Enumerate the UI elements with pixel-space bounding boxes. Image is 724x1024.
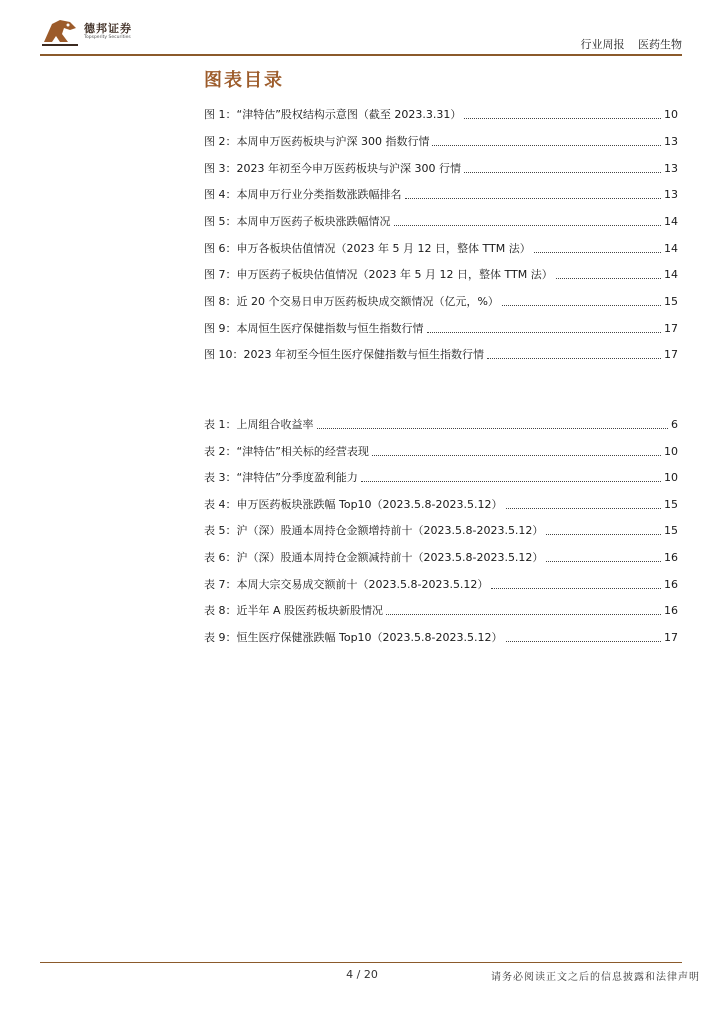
toc-entry[interactable] bbox=[204, 602, 678, 618]
toc-entry-page: 17 bbox=[664, 631, 678, 644]
toc-entry[interactable] bbox=[204, 469, 678, 485]
toc-entry-title: 图 3：2023 年初至今申万医药板块与沪深 300 行情 bbox=[204, 162, 461, 175]
toc-entry-title: 图 1：“津特估”股权结构示意图（截至 2023.3.31） bbox=[204, 108, 462, 121]
report-type: 行业周报 bbox=[580, 38, 625, 51]
toc-entry-page: 14 bbox=[664, 242, 678, 255]
toc-leader bbox=[464, 172, 661, 173]
toc-entry-title: 表 3：“津特估”分季度盈利能力 bbox=[204, 471, 358, 484]
logo-icon bbox=[40, 16, 80, 48]
toc-leader bbox=[546, 534, 661, 535]
toc-leader bbox=[546, 561, 661, 562]
toc-entry-page: 15 bbox=[664, 295, 678, 308]
toc-entry[interactable] bbox=[204, 346, 678, 362]
toc-leader bbox=[427, 332, 662, 333]
logo-text-en: Topsperity Securities bbox=[84, 35, 131, 40]
sector-name: 医药生物 bbox=[638, 38, 682, 51]
toc-entry-title: 图 5：本周申万医药子板块涨跌幅情况 bbox=[204, 215, 391, 228]
toc-entry[interactable] bbox=[204, 106, 678, 122]
toc-entry[interactable] bbox=[204, 416, 678, 432]
toc-entry-page: 17 bbox=[664, 348, 678, 361]
toc-leader bbox=[502, 305, 661, 306]
toc-entry-title: 表 4：申万医药板块涨跌幅 Top10（2023.5.8-2023.5.12） bbox=[204, 498, 503, 511]
toc-entry[interactable] bbox=[204, 213, 678, 229]
toc-leader bbox=[386, 614, 661, 615]
toc-entry[interactable] bbox=[204, 320, 678, 336]
toc-entry-page: 6 bbox=[671, 418, 678, 431]
toc-entry[interactable] bbox=[204, 496, 678, 512]
toc-leader bbox=[394, 225, 662, 226]
toc-entry[interactable] bbox=[204, 160, 678, 176]
section-title: 图表目录 bbox=[204, 70, 284, 91]
logo-text-cn: 德邦证券 bbox=[84, 22, 132, 35]
toc-entry-title: 图 10：2023 年初至今恒生医疗保健指数与恒生指数行情 bbox=[204, 348, 484, 361]
toc-entry-page: 16 bbox=[664, 604, 678, 617]
toc-leader bbox=[506, 641, 662, 642]
toc-entry-title: 图 2：本周申万医药板块与沪深 300 指数行情 bbox=[204, 135, 430, 148]
toc-entry-title: 表 2：“津特估”相关标的经营表现 bbox=[204, 445, 369, 458]
toc-leader bbox=[534, 252, 661, 253]
toc-entry-title: 图 7：申万医药子板块估值情况（2023 年 5 月 12 日，整体 TTM 法） bbox=[204, 268, 553, 281]
toc-entry-page: 14 bbox=[664, 268, 678, 281]
toc-entry-page: 10 bbox=[664, 445, 678, 458]
toc-entry-page: 10 bbox=[664, 108, 678, 121]
toc-leader bbox=[361, 481, 661, 482]
toc-entry-page: 16 bbox=[664, 578, 678, 591]
toc-entry[interactable] bbox=[204, 266, 678, 282]
toc-entry[interactable] bbox=[204, 629, 678, 645]
toc-leader bbox=[372, 455, 661, 456]
toc-entry[interactable] bbox=[204, 293, 678, 309]
footer-divider bbox=[40, 962, 682, 963]
toc-entry-title: 表 9：恒生医疗保健涨跌幅 Top10（2023.5.8-2023.5.12） bbox=[204, 631, 503, 644]
footer-disclaimer: 请务必阅读正文之后的信息披露和法律声明 bbox=[491, 972, 700, 983]
toc-entry[interactable] bbox=[204, 240, 678, 256]
toc-entry-title: 表 8：近半年 A 股医药板块新股情况 bbox=[204, 604, 384, 617]
toc-leader bbox=[464, 118, 661, 119]
toc-leader bbox=[556, 278, 661, 279]
toc-entry-title: 表 1：上周组合收益率 bbox=[204, 418, 314, 431]
toc-entry-page: 13 bbox=[664, 162, 678, 175]
company-logo bbox=[40, 16, 150, 50]
toc-entry-title: 图 9：本周恒生医疗保健指数与恒生指数行情 bbox=[204, 322, 424, 335]
toc-entry[interactable] bbox=[204, 443, 678, 459]
toc-entry-page: 15 bbox=[664, 498, 678, 511]
toc-leader bbox=[491, 588, 661, 589]
toc-entry-title: 图 4：本周申万行业分类指数涨跌幅排名 bbox=[204, 188, 402, 201]
toc-entry-page: 17 bbox=[664, 322, 678, 335]
toc-entry-page: 13 bbox=[664, 188, 678, 201]
header-labels bbox=[581, 36, 683, 52]
toc-entry[interactable] bbox=[204, 549, 678, 565]
toc-leader bbox=[506, 508, 662, 509]
toc-entry-title: 表 5：沪（深）股通本周持仓金额增持前十（2023.5.8-2023.5.12） bbox=[204, 524, 544, 537]
toc-leader bbox=[432, 145, 661, 146]
toc-entry-title: 图 8：近 20 个交易日申万医药板块成交额情况（亿元，%） bbox=[204, 295, 499, 308]
toc-entry-page: 16 bbox=[664, 551, 678, 564]
toc-entry[interactable] bbox=[204, 522, 678, 538]
toc-entry-page: 15 bbox=[664, 524, 678, 537]
toc-entry[interactable] bbox=[204, 186, 678, 202]
toc-entry-title: 表 7：本周大宗交易成交额前十（2023.5.8-2023.5.12） bbox=[204, 578, 489, 591]
header-divider bbox=[40, 54, 682, 56]
toc-entry-page: 10 bbox=[664, 471, 678, 484]
toc-entry-title: 图 6：申万各板块估值情况（2023 年 5 月 12 日，整体 TTM 法） bbox=[204, 242, 531, 255]
toc-entry-page: 13 bbox=[664, 135, 678, 148]
toc-entry[interactable] bbox=[204, 133, 678, 149]
toc-entry-page: 14 bbox=[664, 215, 678, 228]
toc-entry[interactable] bbox=[204, 576, 678, 592]
page-number: 4 / 20 bbox=[346, 968, 378, 981]
toc-leader bbox=[317, 428, 669, 429]
toc-leader bbox=[405, 198, 662, 199]
toc-entry-title: 表 6：沪（深）股通本周持仓金额减持前十（2023.5.8-2023.5.12） bbox=[204, 551, 544, 564]
toc-leader bbox=[487, 358, 661, 359]
page-header bbox=[0, 0, 724, 60]
